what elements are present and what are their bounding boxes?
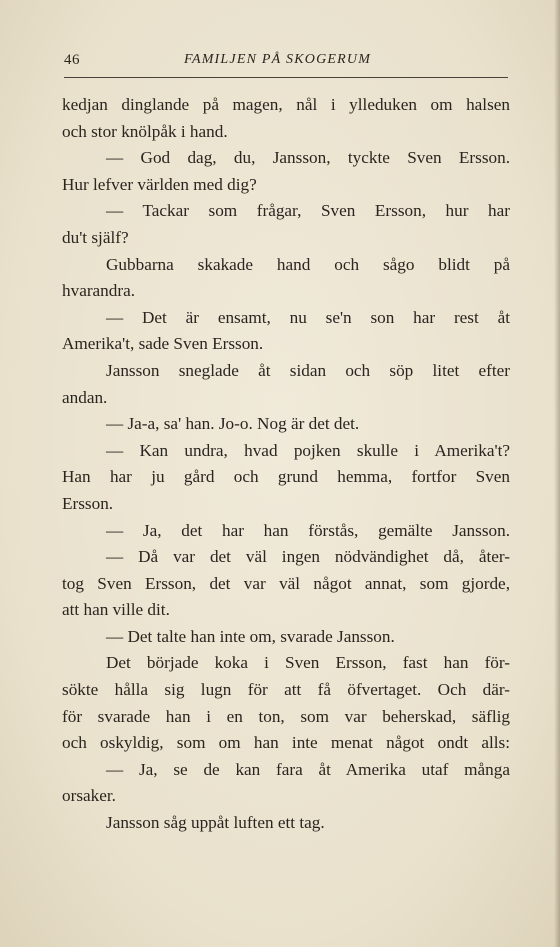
text-line: sökte hålla sig lugn för att få öfvertaget. Och där- (62, 680, 510, 700)
text-line: Jansson sneglade åt sidan och söp litet efter (106, 360, 510, 380)
text-line: Amerika't, sade Sven Ersson. (62, 334, 264, 354)
text-line: och oskyldig, som om han inte menat något ondt alls: (62, 733, 510, 753)
text-line: — Ja-a, sa' han. Jo-o. Nog är det det. (106, 414, 360, 434)
text-line: Gubbarna skakade hand och sågo blidt på (106, 254, 510, 274)
text-line: Han har ju gård och grund hemma, fortfor Sven (62, 467, 510, 487)
page-number: 46 (64, 52, 80, 68)
page-header (64, 52, 508, 74)
text-line: — Kan undra, hvad pojken skulle i Amerika't? (106, 440, 510, 460)
text-line: orsaker. (62, 786, 116, 806)
text-line: — God dag, du, Jansson, tyckte Sven Ersson. (106, 148, 510, 168)
body-text (62, 92, 510, 837)
text-line: och stor knölpåk i hand. (62, 121, 228, 141)
text-line: du't själf? (62, 227, 129, 247)
text-line: — Det talte han inte om, svarade Jansson. (106, 626, 395, 646)
text-line: — Det är ensamt, nu se'n son har rest åt (106, 307, 510, 327)
text-line: att han ville dit. (62, 600, 170, 620)
text-line: för svarade han i en ton, som var beherskad, säflig (62, 706, 510, 726)
text-line: — Ja, det har han förstås, gemälte Jansson. (106, 520, 510, 540)
text-line: — Ja, se de kan fara åt Amerika utaf många (106, 759, 510, 779)
running-title: FAMILJEN PÅ SKOGERUM (184, 52, 372, 67)
text-line: hvarandra. (62, 281, 136, 301)
text-line: Hur lefver världen med dig? (62, 174, 257, 194)
header-rule (64, 77, 508, 78)
text-line: — Tackar som frågar, Sven Ersson, hur har (106, 201, 510, 221)
text-line: tog Sven Ersson, det var väl något annat, som gjorde, (62, 573, 510, 593)
text-line: Det började koka i Sven Ersson, fast han för- (106, 653, 510, 673)
text-line: kedjan dinglande på magen, nål i ylleduken om halsen (62, 95, 510, 114)
text-line: Ersson. (62, 493, 114, 513)
text-line: — Då var det väl ingen nödvändighet då, åter- (106, 547, 510, 567)
text-line: andan. (62, 387, 108, 407)
text-line: Jansson såg uppåt luften ett tag. (106, 813, 325, 833)
page-edge-shadow (554, 0, 560, 947)
